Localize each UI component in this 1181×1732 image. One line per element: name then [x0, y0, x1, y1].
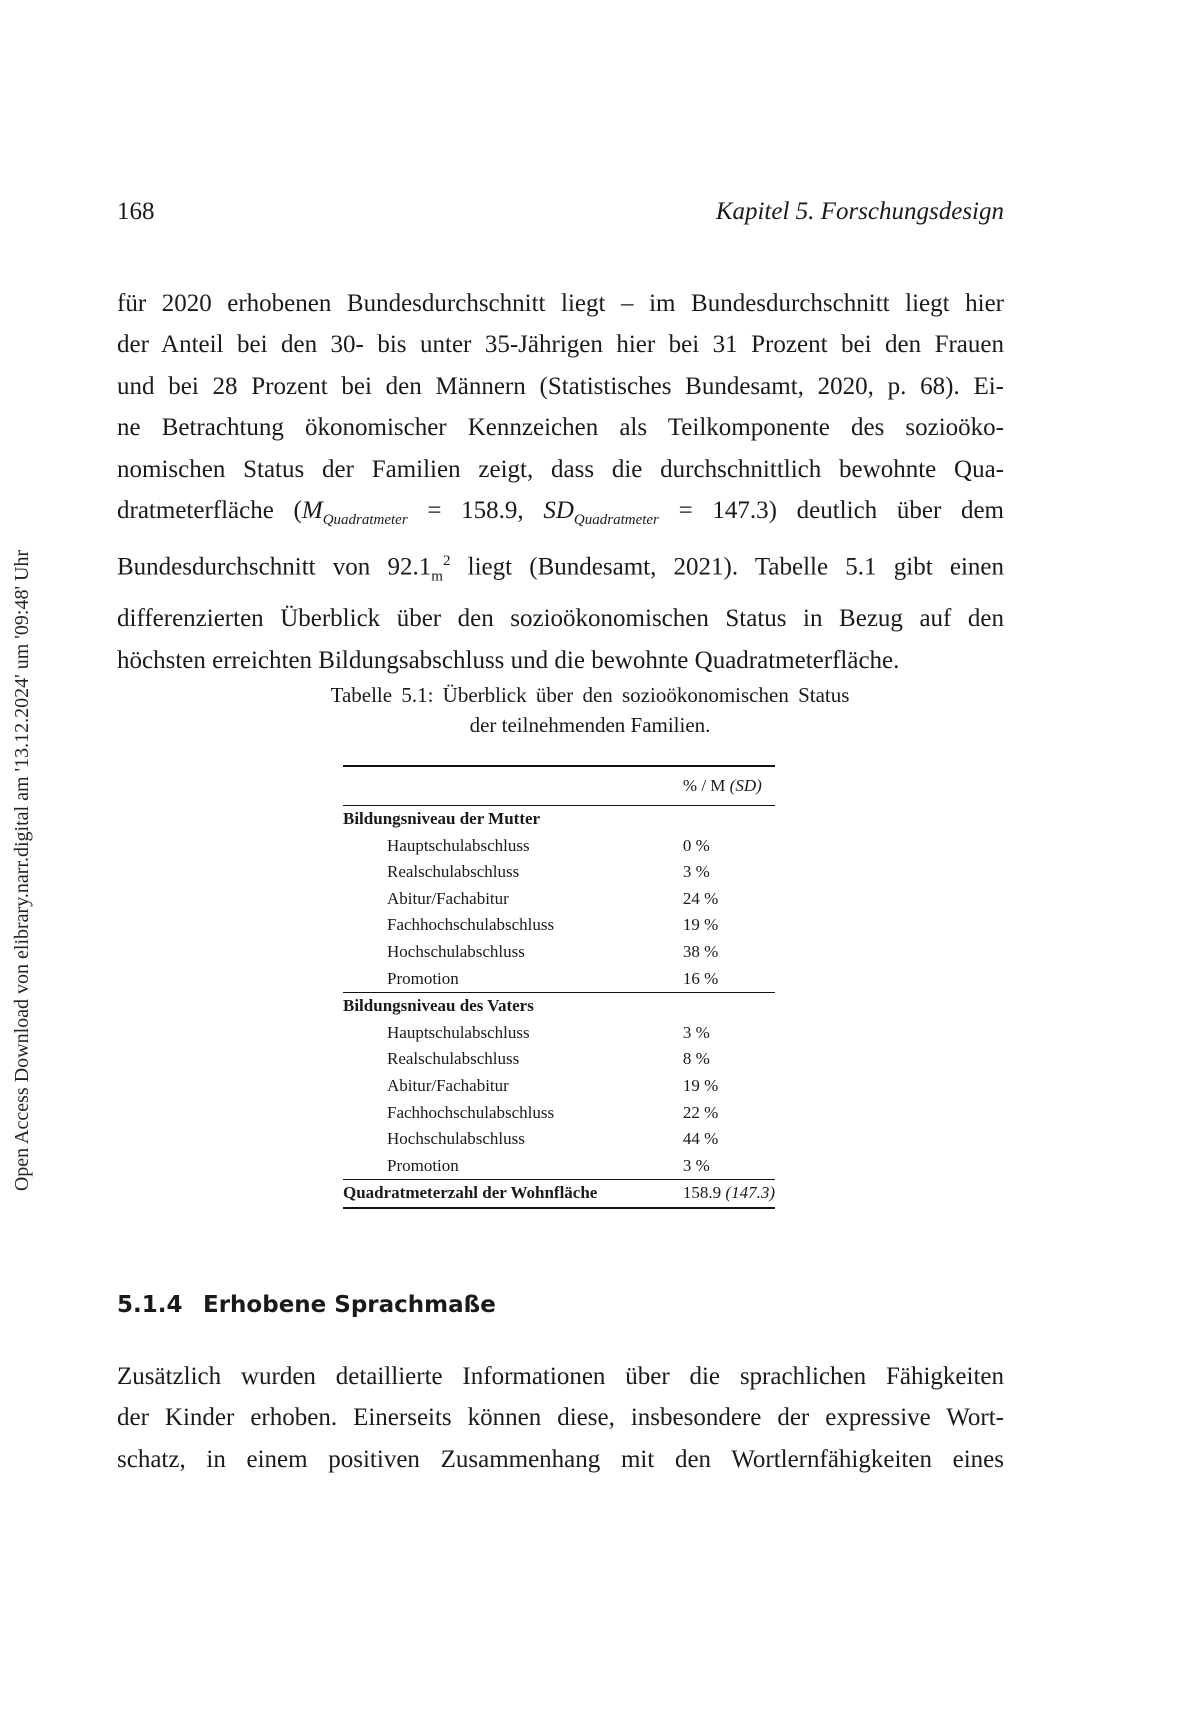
text-fragment: = 158.9, — [407, 497, 544, 525]
page-number: 168 — [117, 198, 155, 225]
row-value: 0 % — [682, 835, 710, 855]
text-line: nomischen Status der Familien zeigt, dass die durchschnittlich bewohnte Qua- — [117, 455, 1004, 483]
row-value: 3 % — [682, 1022, 710, 1042]
header-value-cell — [683, 766, 775, 806]
text-fragment: Bundesdurchschnitt von 92.1 — [117, 553, 432, 581]
text-line: der Kinder erhoben. Einerseits können diese, insbesondere der expressive Wort- — [117, 1404, 1004, 1432]
row-value: 3 % — [682, 862, 710, 882]
row-value: 24 % — [682, 888, 719, 908]
group-row-father — [343, 993, 775, 1020]
row-value: 38 % — [682, 941, 719, 961]
group-row-mother — [343, 806, 775, 833]
text-line: höchsten erreichten Bildungsabschluss und die bewohnte Quadratmeterfläche. — [117, 646, 900, 674]
header-label-cell — [343, 766, 683, 806]
sd-subscript: Quadratmeter — [573, 512, 659, 529]
header-value-text: % / M — [682, 776, 730, 795]
row-label: Realschulabschluss — [387, 862, 520, 882]
table-row — [343, 939, 775, 966]
socioeconomic-status-table — [343, 765, 775, 1209]
mean-symbol: M — [301, 497, 323, 525]
row-label: Abitur/Fachabitur — [387, 1075, 509, 1095]
text-line-with-statistics — [117, 490, 1004, 541]
text-fragment: dratmeterfläche ( — [117, 497, 302, 525]
row-value: 19 % — [682, 1075, 719, 1095]
row-label: Hauptschulabschluss — [387, 835, 530, 855]
row-value: 16 % — [682, 968, 719, 988]
row-label: Abitur/Fachabitur — [387, 888, 509, 908]
text-line: ne Betrachtung ökonomischer Kennzeichen als Teilkomponente des sozioöko- — [117, 414, 1004, 442]
table-row-area — [343, 1180, 775, 1208]
row-label: Hochschulabschluss — [387, 941, 525, 961]
section-number: 5.1.4 — [117, 1292, 183, 1318]
row-label: Hochschulabschluss — [387, 1129, 525, 1149]
area-mean: 158.9 — [682, 1183, 726, 1203]
group-label: Bildungsniveau des Vaters — [343, 996, 534, 1016]
mean-subscript: Quadratmeter — [322, 512, 408, 529]
table-row — [343, 1020, 775, 1047]
body-paragraph-2 — [117, 1356, 1004, 1480]
row-value: 22 % — [682, 1102, 719, 1122]
table-row — [343, 966, 775, 993]
section-heading — [117, 1292, 496, 1318]
caption-line: der teilnehmenden Familien. — [469, 713, 711, 737]
table-row — [343, 859, 775, 886]
area-sd: (147.3) — [725, 1183, 775, 1203]
row-label: Quadratmeterzahl der Wohnfläche — [343, 1183, 598, 1203]
text-line-with-unit — [117, 541, 1004, 598]
text-line: für 2020 erhobenen Bundesdurchschnitt liegt – im Bundesdurchschnitt liegt hier — [117, 290, 1004, 317]
text-line: Zusätzlich wurden detaillierte Informationen über die sprachlichen Fähigkeiten — [117, 1363, 1004, 1390]
row-label: Fachhochschulabschluss — [387, 1102, 555, 1122]
text-line: differenzierten Überblick über den sozioökonomischen Status in Bezug auf den — [117, 605, 1004, 633]
row-value: 3 % — [682, 1155, 710, 1175]
text-fragment: liegt (Bundesamt, 2021). Tabelle 5.1 gibt einen — [450, 553, 1005, 581]
table-row — [343, 1153, 775, 1180]
download-watermark — [12, 500, 34, 1240]
download-watermark-text: Open Access Download von elibrary.narr.digital am '13.12.2024' um '09:48' Uhr — [11, 549, 34, 1191]
table-row — [343, 833, 775, 860]
table-row — [343, 886, 775, 913]
row-label: Fachhochschulabschluss — [387, 915, 555, 935]
row-value: 19 % — [682, 915, 719, 935]
table-row — [343, 912, 775, 939]
text-line: schatz, in einem positiven Zusammenhang mit den Wortlernfähigkeiten eines — [117, 1445, 1004, 1473]
table-row — [343, 1046, 775, 1073]
text-line: der Anteil bei den 30- bis unter 35-Jährigen hier bei 31 Prozent bei den Frauen — [117, 331, 1004, 359]
caption-line: Tabelle 5.1: Überblick über den sozioökonomischen Status — [330, 683, 850, 707]
row-label: Hauptschulabschluss — [387, 1022, 530, 1042]
table-row — [343, 1126, 775, 1153]
row-label: Promotion — [387, 968, 459, 988]
running-header — [117, 198, 1004, 226]
chapter-title: Kapitel 5. Forschungsdesign — [715, 198, 1004, 225]
table-row — [343, 1073, 775, 1100]
row-label: Realschulabschluss — [387, 1049, 520, 1069]
table-row — [343, 1100, 775, 1127]
body-paragraph-1 — [117, 283, 1004, 681]
table-caption — [250, 680, 930, 740]
text-line: und bei 28 Prozent bei den Männern (Statistisches Bundesamt, 2020, p. 68). Ei- — [117, 372, 1004, 400]
sd-symbol: SD — [543, 497, 574, 525]
group-label: Bildungsniveau der Mutter — [343, 809, 541, 828]
table-header-row — [343, 766, 775, 806]
text-fragment: = 147.3) deutlich über dem — [658, 497, 1004, 525]
row-value: 44 % — [682, 1129, 719, 1149]
header-value-sd: (SD) — [729, 776, 762, 795]
row-value — [683, 1180, 775, 1208]
row-value: 8 % — [682, 1049, 710, 1069]
unit-superscript: 2 — [442, 553, 451, 570]
section-title: Erhobene Sprachmaße — [203, 1292, 496, 1318]
unit-subscript: m — [431, 568, 443, 585]
row-label: Promotion — [387, 1155, 459, 1175]
